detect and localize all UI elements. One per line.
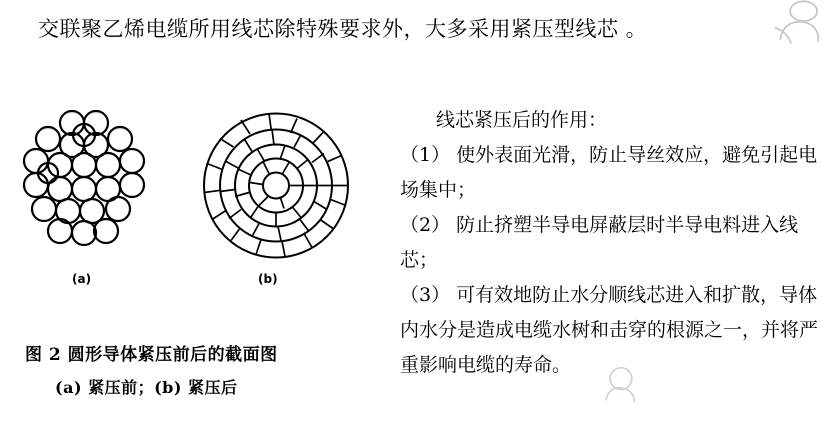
text-item-3: （3） 可有效地防止水分顺线芯进入和扩散，导体内水分是造成电缆水树和击穿的根源之一，并将严重影响电缆的寿命。 xyxy=(400,284,819,376)
figure-b-compacted-conductor xyxy=(200,108,352,263)
text-item-2: （2） 防止挤塑半导电屏蔽层时半导电料进入线芯； xyxy=(400,214,799,271)
watermark-secondary-icon xyxy=(600,362,642,402)
figure-a-label: (a) xyxy=(72,272,92,286)
figure-b-label: (b) xyxy=(258,272,278,286)
text-item-1: （1） 使外表面光滑，防止导丝效应，避免引起电场集中； xyxy=(400,144,818,201)
figure-title: 图 2 圆形导体紧压前后的截面图 xyxy=(25,345,278,365)
page-title: 交联聚乙烯电缆所用线芯除特殊要求外，大多采用紧压型线芯 。 xyxy=(38,17,648,41)
figure-a-stranded-conductor xyxy=(20,105,160,265)
body-text xyxy=(400,103,820,383)
figure-block xyxy=(10,100,380,410)
figure-subtitle: (a) 紧压前；(b) 紧压后 xyxy=(55,378,238,397)
text-heading: 线芯紧压后的作用： xyxy=(436,109,608,131)
